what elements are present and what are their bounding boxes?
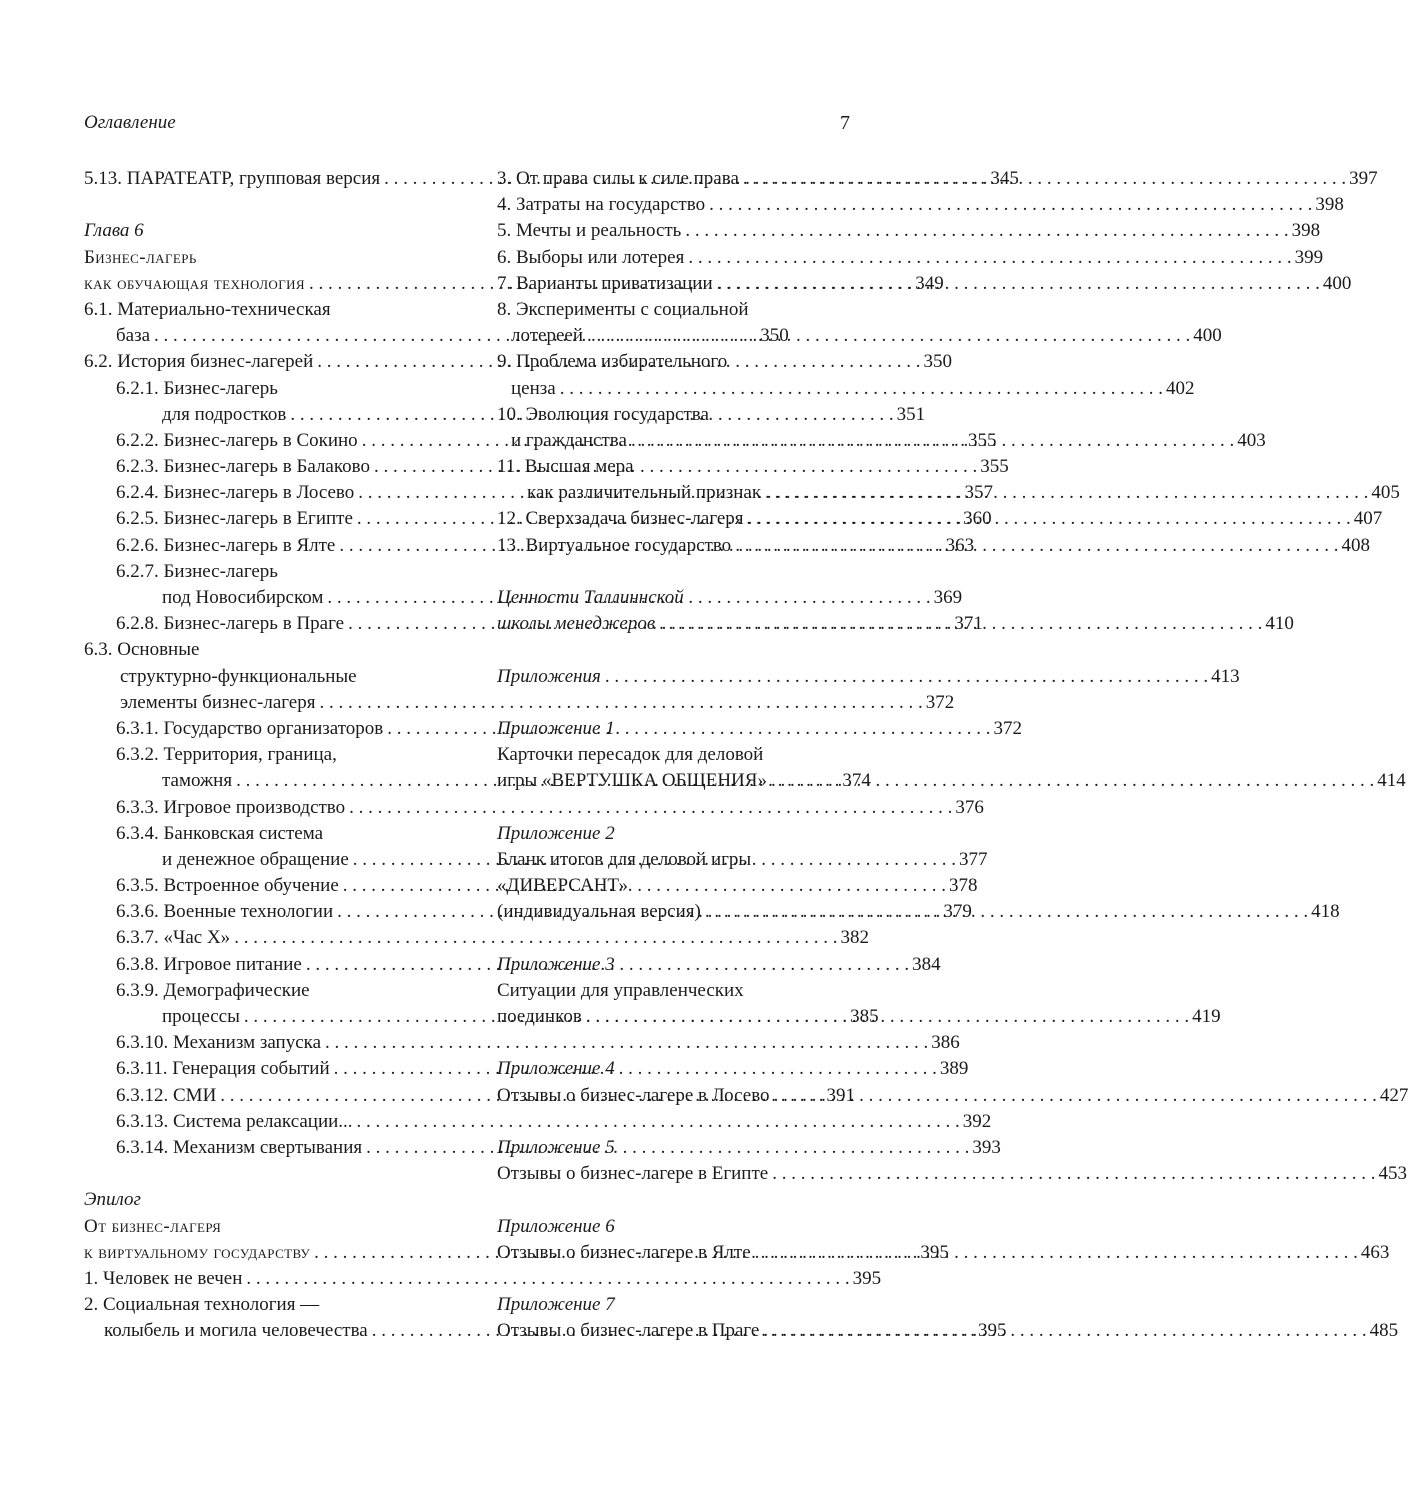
toc-entry-title: 8. Эксперименты с социальной [497,298,749,320]
running-head [84,112,850,142]
toc-entry-title: 6.1. Материально-техническая [84,298,331,320]
toc-entry-page: 427 [1379,1084,1408,1106]
toc-entry [84,795,984,821]
toc-entry-page: 351 [896,403,926,425]
toc-entry-title: Бизнес-лагерь [84,246,197,268]
toc-line [497,454,849,480]
dot-leader [770,1083,1377,1109]
toc-entry-title: 6.2. История бизнес-лагерей [84,351,314,373]
toc-entry-page: 350 [760,325,789,347]
toc-entry-page: 382 [840,927,869,949]
toc-gap [497,925,849,951]
toc-entry-page: 414 [1377,770,1406,792]
toc-entry-title: Приложение 6 [497,1215,615,1237]
dot-leader [655,611,1262,637]
toc-gap [497,637,849,663]
toc-entry-title: Приложение 4 [497,1058,615,1080]
toc-entry-title: Приложение 1 [497,717,615,739]
toc-entry-page: 384 [912,953,941,975]
toc-entry-page: 350 [923,351,953,373]
toc-entry-title: Ситуации для управленческих [497,979,744,1001]
toc-entry-title: лотереей [511,325,584,347]
toc-line [84,742,436,768]
toc-line [84,1292,436,1318]
toc-entry-page: 385 [850,1006,879,1027]
toc-entry-page: 379 [943,901,972,923]
toc-entry-page: 345 [990,168,1019,189]
dot-leader [705,192,1312,218]
toc-entry-title: От бизнес-лагеря [84,1215,222,1237]
toc-entry-title: и денежное обращение [162,848,349,870]
toc-entry-title: 6.2.8. Бизнес-лагерь в Праге [116,613,345,635]
toc-entry-title: таможня [162,770,233,792]
toc-entry-title: Ценности Таллиннской [497,587,684,608]
toc-section-heading [497,1214,849,1240]
toc-entry-title: 6.2.6. Бизнес-лагерь в Ялте [116,534,336,556]
toc-entry-page: 418 [1311,901,1340,923]
dot-leader [739,166,1346,192]
toc-entry-page: 410 [1265,613,1294,635]
toc-entry-page: 355 [967,429,997,451]
toc-gap [497,1266,849,1292]
toc-line [84,978,436,1004]
dot-leader [751,1240,1358,1266]
toc-entry-page: 419 [1192,1006,1221,1027]
toc-entry-title: 10. Эволюция государства [497,403,709,425]
toc-entry-page: 400 [1322,272,1352,294]
toc-entry-title: элементы бизнес-лагеря [120,691,316,713]
toc-entry-page: 360 [963,508,992,530]
dot-leader [767,768,1374,794]
toc-entry-title: (индивидуальная версия) [497,901,701,923]
toc-entry-title: 6.3.1. Государство организаторов [116,717,384,739]
toc-entry-page: 374 [842,770,871,792]
toc-entry-page: 378 [949,875,978,897]
toc-entry-page: 369 [933,587,963,608]
toc-entry-page: 398 [1291,220,1321,242]
toc-entry-title: база [116,325,151,347]
toc-entry-page: 372 [993,717,1022,739]
toc-entry-page: 395 [852,1267,882,1289]
toc-entry-title: 2. Социальная технология — [84,1294,320,1316]
toc-entry-title: под Новосибирском [162,587,324,608]
toc-entry-page: 453 [1378,1163,1407,1185]
running-head-title: Оглавление [84,112,176,133]
toc-entry-page: 413 [1211,665,1240,687]
toc-entry-title: Глава 6 [84,220,144,242]
toc-gap [497,1030,849,1056]
toc-entry-page: 395 [977,1320,1007,1342]
toc-section-heading [497,716,849,742]
toc-entry-title: 6.2.1. Бизнес-лагерь [116,377,278,399]
toc-entry-title: 13. Виртуальное государство [497,534,732,556]
toc-entry-title: 6.3.5. Встроенное обучение [116,875,339,897]
dot-leader [759,1318,1366,1344]
dot-leader [601,664,1208,690]
toc-entry-title: 6.3.9. Демографические [116,979,310,1001]
toc-entry-title: 6.2.3. Бизнес-лагерь в Балаково [116,456,370,478]
toc-entry-title: Приложение 3 [497,953,615,975]
toc-entry-title: 6.3.2. Территория, граница, [116,744,337,766]
toc-gap [497,690,849,716]
toc-entry-page: 400 [1193,325,1222,347]
toc-line [497,585,849,611]
dot-leader [684,245,1291,271]
toc-entry-page: 377 [959,848,988,870]
toc-gap [84,1161,436,1187]
dot-leader [768,1161,1375,1187]
toc-line [84,1214,436,1240]
toc-entry-title: Отзывы о бизнес-лагере в Египте [497,1163,769,1185]
toc-entry-page: 363 [945,534,975,556]
toc-entry-title: 6.3.13. Система релаксации... [116,1110,353,1132]
dot-leader [744,506,1351,532]
toc-entry-page: 349 [915,272,944,294]
toc-entry-title: колыбель и могила человечества [104,1320,368,1342]
toc-entry-page: 405 [1371,482,1400,504]
toc-section-heading [497,1056,849,1082]
toc-entry-title: 5. Мечты и реальность [497,220,682,242]
dot-leader [582,1004,1189,1030]
toc-entry [84,925,869,951]
toc-entry [497,1161,1407,1187]
dot-leader [701,899,1308,925]
toc-entry-page: 371 [954,613,983,635]
toc-entry-title: как различительный признак [527,482,762,504]
toc-line [84,637,436,663]
dot-leader [583,323,1190,349]
toc-gap [84,192,436,218]
toc-entry-title: 7. Варианты приватизации [497,272,713,294]
toc-entry-title: 11. Высшая мера [497,456,634,478]
toc-entry-title: Отзывы о бизнес-лагере в Ялте [497,1241,751,1263]
toc-entry-page: 357 [964,482,994,504]
toc-entry-page: 391 [826,1084,856,1106]
toc-entry-page: 398 [1315,194,1344,216]
toc-section-heading [497,1292,849,1318]
toc-entry [497,376,1195,402]
toc-entry-page: 393 [972,1136,1001,1158]
toc-entry-title: 6.2.4. Бизнес-лагерь в Лосево [116,482,355,504]
dot-leader [627,428,1234,454]
toc-line [497,873,849,899]
toc-entry [497,192,1344,218]
toc-entry-title: Бланк итогов для деловой игры [497,848,752,870]
dot-leader [761,480,1368,506]
toc-entry-title: 6.3.8. Игровое питание [116,953,302,975]
dot-leader [713,271,1320,297]
toc-entry-title: Карточки пересадок для деловой [497,744,764,766]
toc-entry [84,1109,992,1135]
toc-entry-title: 6.3.4. Банковская система [116,822,324,844]
toc-entry [497,218,1321,244]
toc-entry-title: 6.3. Основные [84,639,200,661]
toc-entry-page: 403 [1237,429,1266,451]
toc-entry-title: 12. Сверхзадача бизнес-лагеря [497,508,744,530]
toc-gap [497,795,849,821]
toc-entry-title: 6.3.7. «Час Х» [116,927,231,949]
dot-leader [556,376,1163,402]
toc-gap [497,1109,849,1135]
toc-entry-page: 408 [1341,534,1370,556]
toc-line [497,297,849,323]
toc-entry-title: 3. От права силы к силе права [497,168,739,189]
toc-line [84,821,436,847]
toc-line [497,742,849,768]
toc-line [497,349,849,375]
toc-entry-page: 485 [1369,1320,1399,1342]
toc-entry-page: 407 [1353,508,1383,530]
toc-entry [497,245,1324,271]
toc-entry-title: и гражданства [511,429,627,451]
toc-line [497,978,849,1004]
toc-entry-title: 6.3.6. Военные технологии [116,901,334,923]
toc-entry-title: 6.2.5. Бизнес-лагерь в Египте [116,508,353,530]
toc-entry-title: Приложение 2 [497,822,615,844]
toc-entry-title: 6.2.2. Бизнес-лагерь в Сокино [116,429,358,451]
toc-entry-page: 389 [939,1058,969,1080]
toc-entry-page: 402 [1165,377,1195,399]
toc-entry [497,323,1222,349]
toc-entry-title: Отзывы о бизнес-лагере в Лосево [497,1084,770,1106]
toc-section-heading [497,1135,849,1161]
toc-entry-title: процессы [162,1006,240,1027]
toc-entry-title: 6.3.3. Игровое производство [116,796,346,818]
toc-section-heading [497,821,849,847]
toc-entry-title: 6.3.10. Механизм запуска [116,1032,322,1054]
toc-entry-title: для подростков [162,403,287,425]
toc-entry-title: 6. Выборы или лотерея [497,246,685,268]
toc-entry-title: 6.3.14. Механизм свертывания [116,1136,363,1158]
toc-entry-title: к виртуальному государству [84,1241,311,1263]
toc-entry-title: игры «ВЕРТУШКА ОБЩЕНИЯ» [497,770,767,792]
toc-entry-page: 386 [931,1032,960,1054]
toc-entry-page: 355 [980,456,1009,478]
toc-entry-page: 395 [920,1241,949,1263]
toc-entry-page: 376 [955,796,984,818]
toc-line [497,402,849,428]
toc-entry [84,1030,960,1056]
toc-entry-title: 9. Проблема избирательного [497,351,728,373]
toc-entry-title: «ДИВЕРСАНТ» [497,875,629,897]
toc-entry-page: 399 [1294,246,1324,268]
toc-entry-title: 5.13. ПАРАТЕАТР, групповая версия [84,168,381,189]
toc-entry-title: Приложения [497,665,601,687]
toc-line [84,297,436,323]
toc-line [84,559,436,585]
toc-entry [497,664,1240,690]
toc-section-heading [84,218,436,244]
toc-entry-title: 6.3.12. СМИ [116,1084,217,1106]
toc-gap [497,559,849,585]
toc-entry-page: 397 [1349,168,1378,189]
toc-section-heading [84,1187,436,1213]
toc-line [497,847,849,873]
toc-entry-title: поединков [497,1006,582,1027]
toc-entry-title: 4. Затраты на государство [497,194,706,216]
dot-leader [681,218,1288,244]
toc-entry [84,690,955,716]
toc-entry-title: 6.3.11. Генерация событий [116,1058,330,1080]
page-number: 7 [840,112,850,134]
toc-entry-title: школы менеджеров [497,613,656,635]
toc-line [84,245,436,271]
toc-entry-title: структурно-функциональные [120,665,357,687]
toc-line [84,376,436,402]
toc-gap [497,1187,849,1213]
toc-entry-page: 372 [925,691,955,713]
toc-entry [497,1083,1408,1109]
toc-entry-title: Приложение 7 [497,1294,615,1316]
toc-entry [84,1266,882,1292]
dot-leader [731,533,1338,559]
toc-entry-title: ценза [511,377,556,399]
toc-entry-title: как обучающая технология [84,272,305,294]
toc-entry-title: Отзывы о бизнес-лагере в Праге [497,1320,760,1342]
toc-entry-page: 392 [962,1110,992,1132]
toc-entry-title: 6.2.7. Бизнес-лагерь [116,560,278,582]
toc-entry-title: Приложение 5 [497,1136,615,1158]
toc-entry-page: 463 [1360,1241,1390,1263]
toc-section-heading [497,952,849,978]
toc-line [84,664,436,690]
toc-entry-title: 1. Человек не вечен [84,1267,243,1289]
toc-entry-title: Эпилог [84,1189,141,1211]
